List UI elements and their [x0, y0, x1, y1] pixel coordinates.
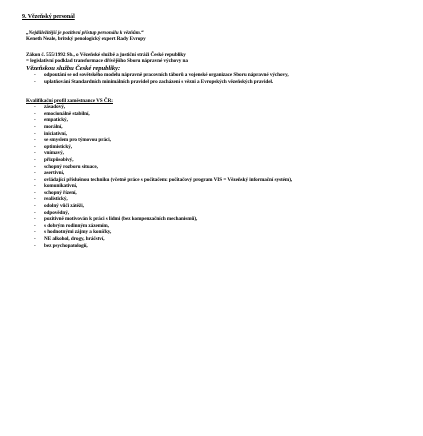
law-line-3: Vězeňskou službu České republiky:: [26, 64, 121, 72]
profile-item: - vnímavý,: [10, 150, 418, 157]
quote-text: „Nejdůležitější je pozitivní přístup personálu k vězňům.“: [26, 29, 144, 36]
profile-item: - asertivní,: [10, 170, 418, 177]
profile-item: - s hodnotnými zájmy a koníčky,: [10, 229, 418, 236]
profile-item: - zásadový,: [10, 104, 418, 111]
profile-item: - s dobrým rodinným zázemím,: [10, 223, 418, 230]
section-heading: 9. Vězeňský personál: [22, 14, 75, 20]
profile-item: - pozitivně motivován k práci s lidmi (bez kompenzačních mechanismů),: [10, 216, 418, 223]
profile-title: Kvalifikační profil zaměstnance VS ČR:: [26, 97, 113, 104]
law-line-2: = legislativní podklad transformace dřívějšího Sboru nápravné výchovy na: [26, 58, 188, 65]
profile-item: - přizpůsobivý,: [10, 157, 418, 164]
profile-item: - iniciativní,: [10, 131, 418, 138]
profile-item: - empatický,: [10, 117, 418, 124]
profile-item: - optimistický,: [10, 144, 418, 151]
document-page: [10, 14, 418, 249]
law-list-item: - uplatňování Standardních minimálních pravidel pro zacházení s vězni a Evropských vězeňských pravidel.: [10, 79, 418, 86]
profile-item: - schopný rozboru situace,: [10, 164, 418, 171]
law-list-item: - odpoutání se od sovětského modelu nápravně pracovních táborů a vojenské organizace Sboru nápravné výchovy,: [10, 72, 418, 79]
profile-item: - ovládající příslušnou techniku (včetně práce s počítačem: počítačový program VIS = Vězeňský informační systém),: [10, 177, 418, 184]
profile-list: [10, 104, 418, 249]
profile-item: - se smyslem pro týmovou práci,: [10, 137, 418, 144]
profile-item: - emocionálně stabilní,: [10, 111, 418, 118]
profile-item: - bez psychopatologií,: [10, 243, 418, 250]
law-list: [10, 72, 418, 85]
profile-item: - realistický,: [10, 196, 418, 203]
law-line-1: Zákon č. 555/1992 Sb., o Vězeňské službě a justiční stráži České republiky: [26, 51, 186, 58]
profile-item: - odpovědný,: [10, 210, 418, 217]
profile-item: - komunikativní,: [10, 183, 418, 190]
quote-source: Keneth Neale, britský penologický expert Rady Evropy: [26, 36, 146, 43]
profile-item: - odolný vůči zátěži,: [10, 203, 418, 210]
profile-item: - schopný řízení,: [10, 190, 418, 197]
profile-item: - NE alkohol, drogy, hráčství,: [10, 236, 418, 243]
profile-item: - morální,: [10, 124, 418, 131]
